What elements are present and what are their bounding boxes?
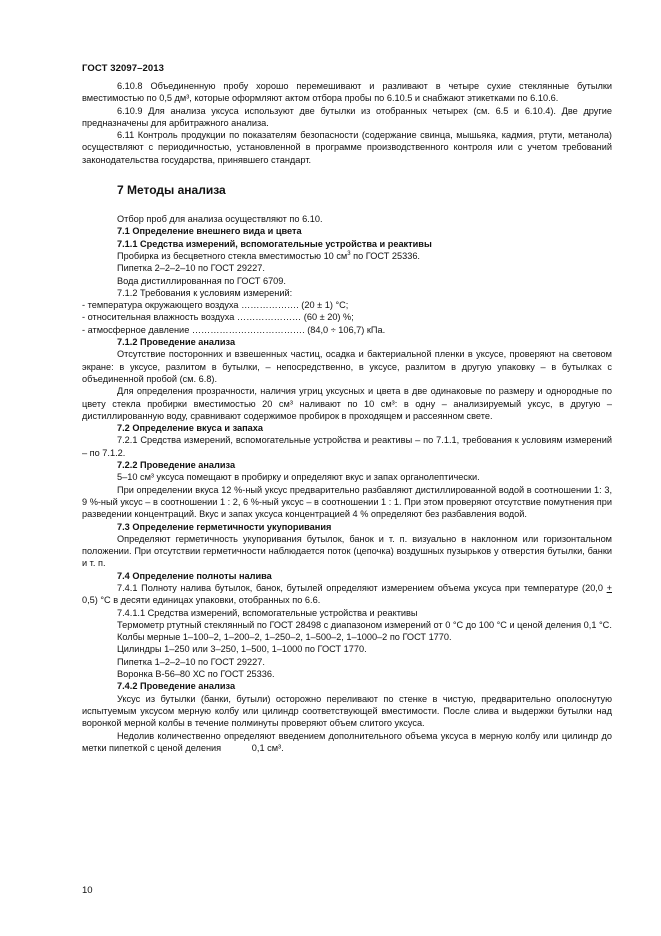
paragraph-7-2-2-a: 5–10 см³ уксуса помещают в пробирку и определяют вкус и запах органолептически. <box>117 472 480 483</box>
sampling-text: Отбор проб для анализа осуществляют по 6.10. <box>117 214 323 225</box>
tube-item <box>82 250 612 262</box>
tube-text: Пробирка из бесцветного стекла вместимостью 10 см <box>117 250 348 261</box>
humidity-item: - относительная влажность воздуха ………………… (60 ± 20) %; <box>82 312 354 323</box>
paragraph-7-4-1-1: 7.4.1.1 Средства измерений, вспомогательные устройства и реактивы <box>117 607 418 618</box>
requirements-heading: 7.1.2 Требования к условиям измерений: <box>117 287 293 298</box>
tube-superscript: 3 <box>347 250 351 257</box>
water-item: Вода дистиллированная по ГОСТ 6709. <box>117 275 286 286</box>
thermometer-item: Термометр ртутный стеклянный по ГОСТ 28498 с диапазоном измерений от 0 °С до 100 °С и ценой деления 0,1 °С. <box>117 619 612 630</box>
paragraph-7-4-1 <box>82 582 612 607</box>
heading-7-1: 7.1 Определение внешнего вида и цвета <box>117 226 302 237</box>
pressure-item: - атмосферное давление ………………………………. (84,0 ÷ 106,7) кПа. <box>82 324 386 335</box>
heading-7-4: 7.4 Определение полноты налива <box>117 570 272 581</box>
heading-7-1-1: 7.1.1 Средства измерений, вспомогательные устройства и реактивы <box>117 238 432 249</box>
pipette-item-1: Пипетка 2–2–2–10 по ГОСТ 29227. <box>117 263 265 274</box>
temperature-item: - температура окружающего воздуха ………………. (20 ± 1) °С; <box>82 300 349 311</box>
paragraph-7-1-2-a: Отсутствие посторонних и взвешенных частиц, осадка и бактериальной пленки в уксусе, проверяют на световом экране: в уксусе, разлитом в бутылки, – непосредственно, в уксусе, разлитом в другую упаковку – в бутылках с объединенной пробой (см. 6.8). <box>82 349 612 384</box>
paragraph-7-4-2-b <box>82 730 612 755</box>
heading-7-2-2: 7.2.2 Проведение анализа <box>117 460 236 471</box>
document-body <box>82 80 612 754</box>
heading-7-2: 7.2 Определение вкуса и запаха <box>117 423 264 434</box>
flasks-item: Колбы мерные 1–100–2, 1–200–2, 1–250–2, 1–500–2, 1–1000–2 по ГОСТ 1770. <box>117 632 452 643</box>
paragraph-7-1-2-b: Для определения прозрачности, наличия угриц уксусных и цвета в две одинаковые по размеру и однородные по цвету стекла пробирки вместимостью 20 см³ наливают по 10 см³: в одну – анализируемый уксус, в другую – дистиллированную воду, сравнивают содержимое пробирок в проходящем и рассеянном свете. <box>82 386 612 421</box>
paragraph-7-3: Определяют герметичность укупоривания бутылок, банок и т. п. визуально в наклонном или горизонтальном положении. При отсутствии герметичности наблюдается поток (цепочка) воздушных пузырьков у отверстия бутылки, банки и т. п. <box>82 533 612 569</box>
paragraph-7-2-1: 7.2.1 Средства измерений, вспомогательные устройства и реактивы – по 7.1.1, требования к условиям измерений – по 7.1.2. <box>82 435 612 458</box>
heading-7-4-2: 7.4.2 Проведение анализа <box>117 681 236 692</box>
pipette-item-2: Пипетка 1–2–2–10 по ГОСТ 29227. <box>117 656 265 667</box>
plus-minus-sign: + <box>606 582 612 593</box>
heading-7-3: 7.3 Определение герметичности укупоривания <box>117 521 332 532</box>
paragraph-7-4-1-end: 0,5) °С в десяти единицах упаковки, отобранных по 6.6. <box>82 595 321 606</box>
standard-header: ГОСТ 32097–2013 <box>82 63 165 74</box>
paragraph-6-10-9: 6.10.9 Для анализа уксуса используют две бутылки из отобранных четырех (см. 6.5 и 6.10.4). Две другие предназначены для арбитражного анализа. <box>82 105 612 128</box>
heading-7-1-2: 7.1.2 Проведение анализа <box>117 337 236 348</box>
paragraph-7-4-2-b-end: 0,1 см³. <box>251 742 284 753</box>
paragraph-7-4-2-a: Уксус из бутылки (банки, бутыли) осторожно переливают по стенке в чистую, предварительно ополоснутую испытуемым уксусом мерную колбу или цилиндр соответствующей вместимости. После слива и выдержки бутылки над воронкой мерной колбы в течение полминуты проверяют объем слитого уксуса. <box>82 693 612 729</box>
section-7-heading: 7 Методы анализа <box>117 183 226 198</box>
paragraph-7-2-2-b: При определении вкуса 12 %-ный уксус предварительно разбавляют дистиллированной водой в соотношении 1: 3, 9 %-ный уксус – в соотношении 1 : 2, 6 %-ный уксус – в соотношении 1 : 1. При этом проверяют отсутствие помутнения при разведении концентраций. Вкус и запах уксуса концентрацией 4 % определяют без разбавления водой. <box>82 484 612 520</box>
paragraph-6-11: 6.11 Контроль продукции по показателям безопасности (содержание свинца, мышьяка, кадмия, ртути, метанола) осуществляют с периодичностью, установленной в программе производственного контроля или с учетом требований законодательства государства, принявшего стандарт. <box>82 130 612 165</box>
funnel-item: Воронка В-56–80 ХС по ГОСТ 25336. <box>117 669 275 680</box>
cylinders-item: Цилиндры 1–250 или 3–250, 1–500, 1–1000 по ГОСТ 1770. <box>117 644 367 655</box>
paragraph-6-10-8: 6.10.8 Объединенную пробу хорошо перемешивают и разливают в четыре сухие стеклянные бутылки вместимостью по 0,5 дм³, которые оформляют актом отбора пробы по 6.10.5 и снабжают этикетками по 6.10.6. <box>82 81 612 104</box>
paragraph-7-4-1-start: 7.4.1 Полноту налива бутылок, банок, бутылей определяют измерением объема уксуса при температуре (20,0 <box>117 582 607 593</box>
page-number: 10 <box>82 885 93 896</box>
paragraph-7-4-2-b-start: Недолив количественно определяют введением дополнительного объема уксуса в мерную колбу или цилиндр до метки пипеткой с ценой деления <box>82 730 612 753</box>
tube-standard: по ГОСТ 25336. <box>350 250 420 261</box>
